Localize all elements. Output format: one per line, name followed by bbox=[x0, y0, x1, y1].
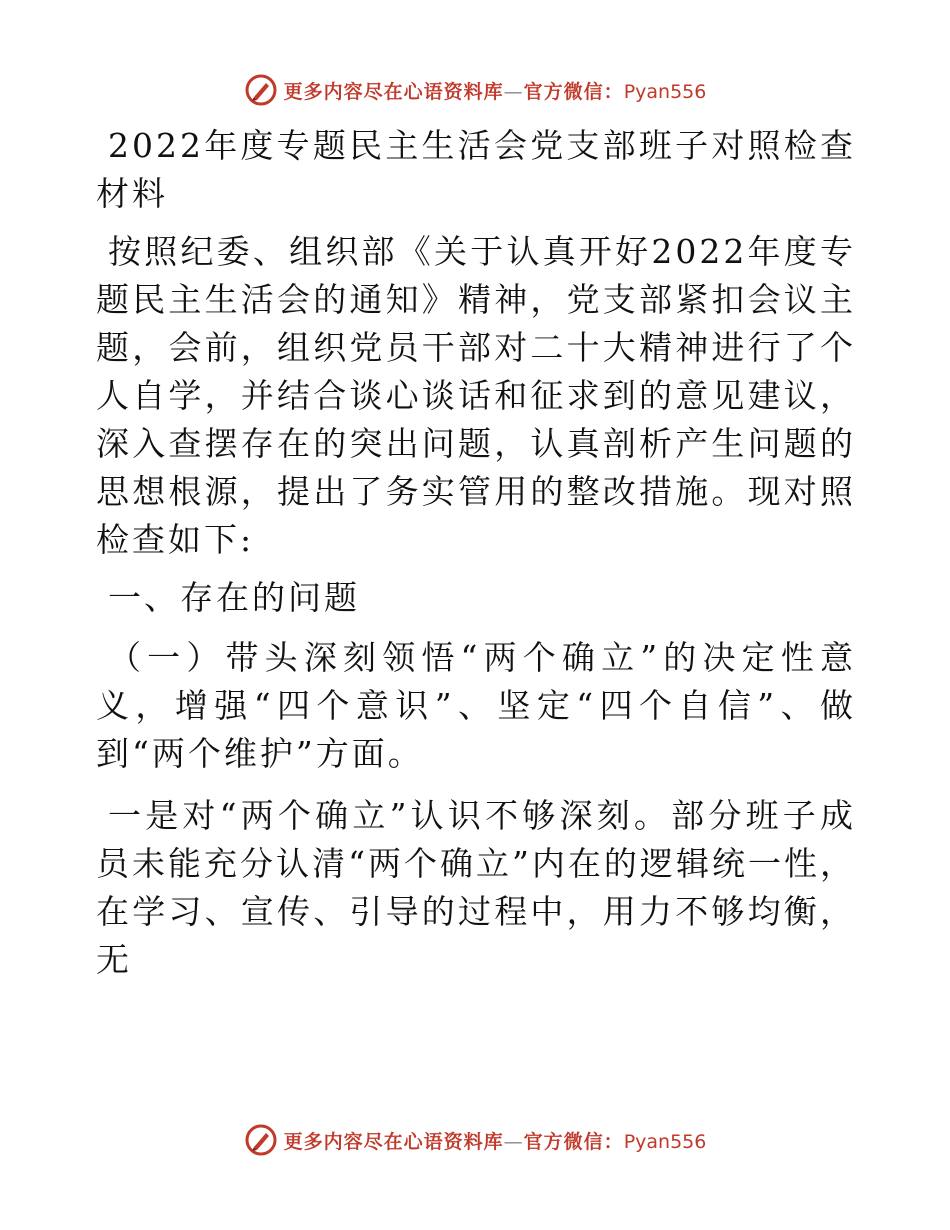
document-body bbox=[96, 122, 856, 984]
intro-paragraph: 按照纪委、组织部《关于认真开好2022年度专题民主生活会的通知》精神，党支部紧扣会议主题，会前，组织党员干部对二十大精神进行了个人自学，并结合谈心谈话和征求到的意见建议，深入查摆存在的突出问题，认真剖析产生问题的思想根源，提出了务实管用的整改措施。现对照检查如下: bbox=[96, 232, 856, 559]
subsection-heading: （一）带头深刻领悟“两个确立”的决定性意义，增强“四个意识”、坚定“四个自信”、做到“两个维护”方面。 bbox=[96, 638, 856, 773]
watermark-text bbox=[284, 77, 707, 104]
watermark-site-text: 更多内容尽在心语资料库 bbox=[283, 80, 504, 103]
watermark-text bbox=[284, 1127, 707, 1154]
point-one-paragraph: 一是对“两个确立”认识不够深刻。部分班子成员未能充分认清“两个确立”内在的逻辑统一性，在学习、宣传、引导的过程中，用力不够均衡，无 bbox=[96, 796, 856, 979]
watermark-separator: — bbox=[503, 1130, 524, 1153]
watermark-separator: — bbox=[503, 80, 524, 103]
pen-logo-icon bbox=[244, 1123, 278, 1157]
watermark-wechat-label: 官方微信： bbox=[523, 1130, 624, 1153]
pen-logo-icon bbox=[244, 73, 278, 107]
document-title: 2022年度专题民主生活会党支部班子对照检查材料 bbox=[96, 126, 856, 213]
section-heading: 一、存在的问题 bbox=[108, 578, 360, 617]
watermark-header bbox=[0, 70, 950, 110]
watermark-wechat-id: Pyan556 bbox=[623, 1130, 707, 1153]
watermark-wechat-id: Pyan556 bbox=[623, 80, 707, 103]
watermark-site-text: 更多内容尽在心语资料库 bbox=[283, 1130, 504, 1153]
watermark-wechat-label: 官方微信： bbox=[523, 80, 624, 103]
watermark-footer bbox=[0, 1120, 950, 1160]
